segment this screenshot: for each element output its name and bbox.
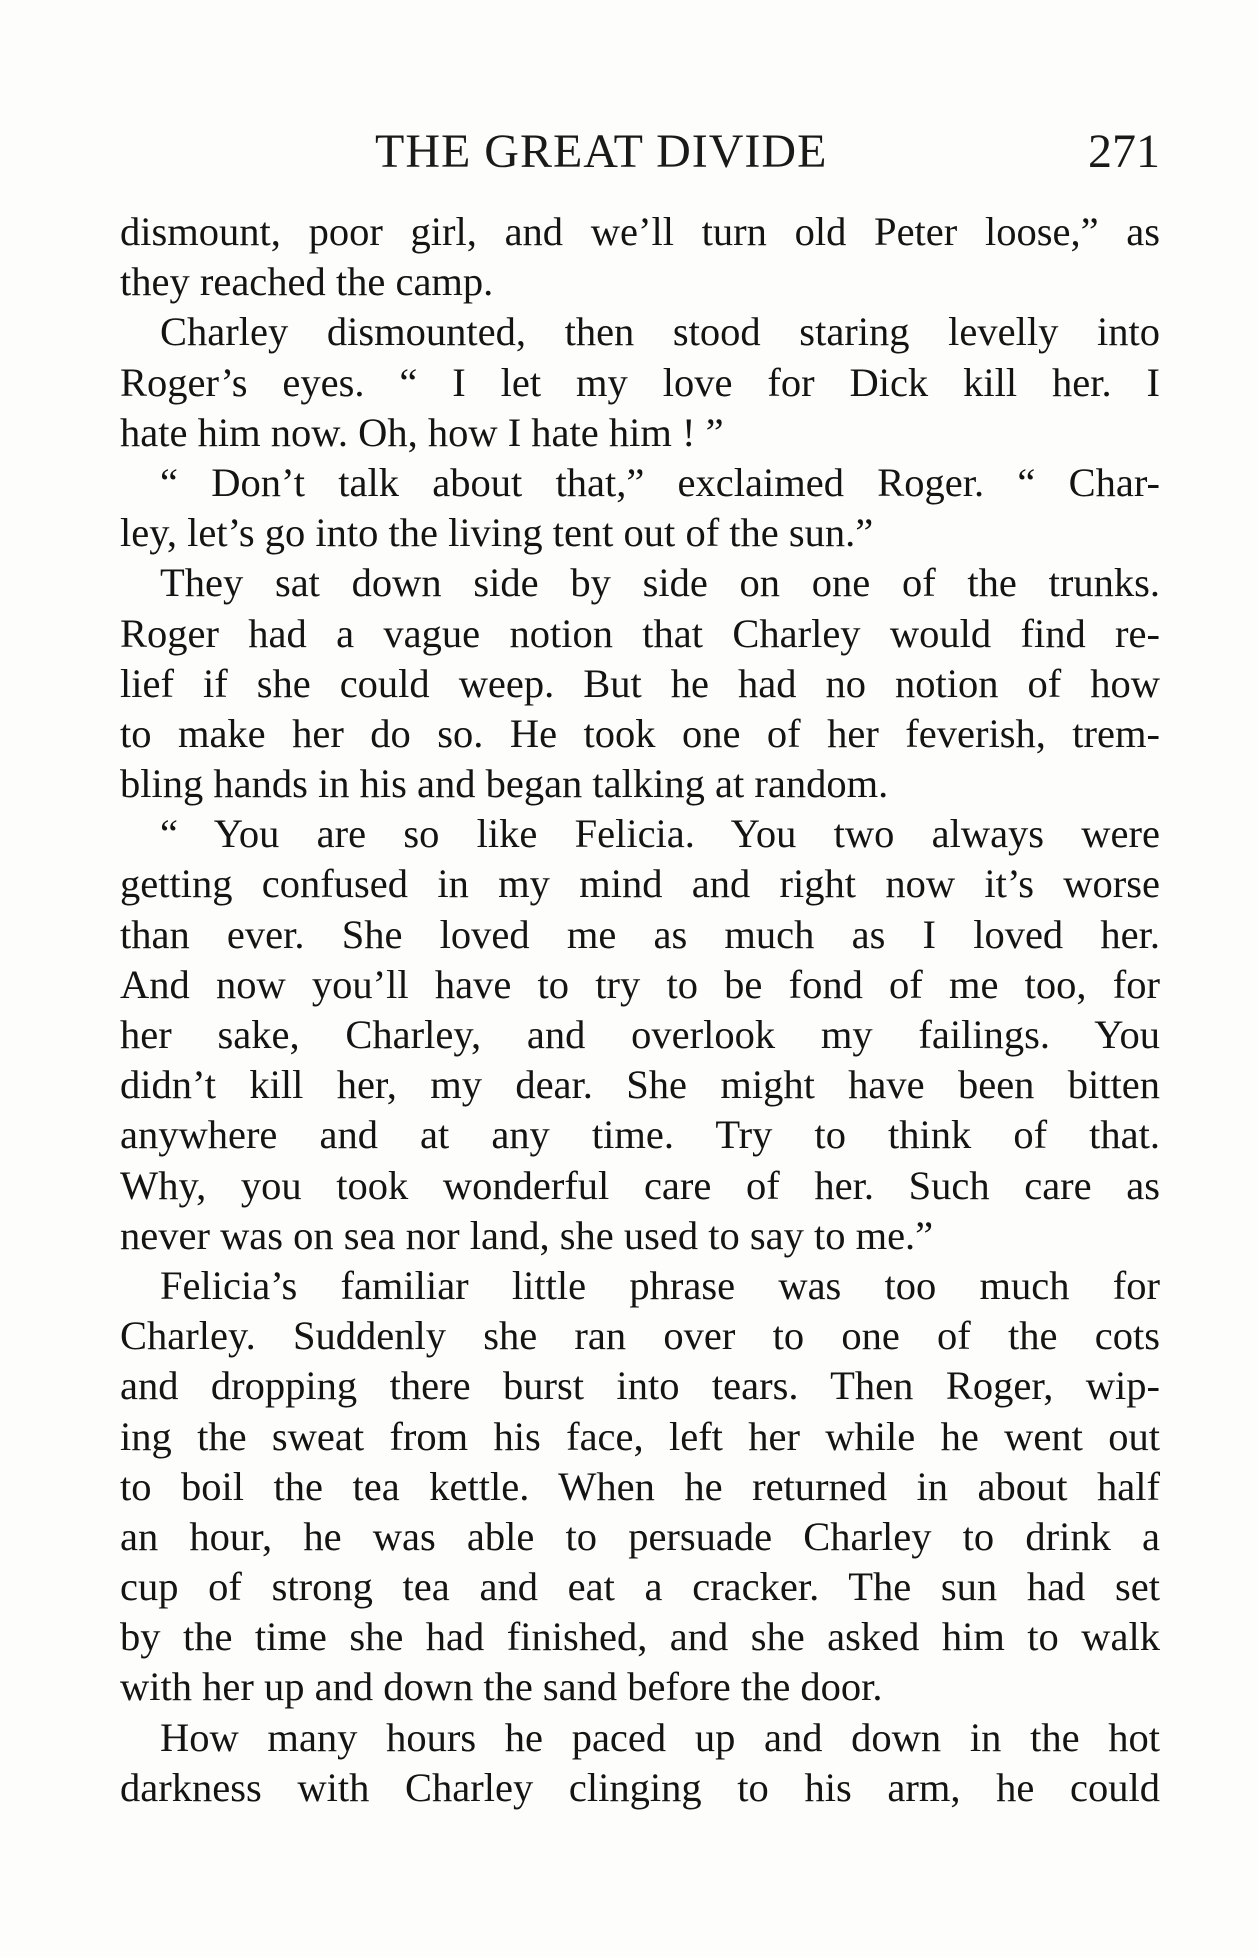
text-line: Why, you took wonderful care of her. Such care as <box>120 1162 1160 1208</box>
text-line: they reached the camp. <box>120 259 494 305</box>
text-line: getting confused in my mind and right now it’s worse <box>120 861 1160 907</box>
text-line: And now you’ll have to try to be fond of me too, for <box>120 961 1160 1007</box>
text-line: “ Don’t talk about that,” exclaimed Roger. “ Char- <box>160 459 1160 505</box>
running-head <box>120 122 1160 182</box>
text-line: “ You are so like Felicia. You two always were <box>160 811 1160 857</box>
text-line: her sake, Charley, and overlook my failings. You <box>120 1012 1160 1057</box>
text-line: Charley dismounted, then stood staring levelly into <box>160 309 1160 355</box>
text-line: cup of strong tea and eat a cracker. The sun had set <box>120 1564 1160 1610</box>
text-line: Roger had a vague notion that Charley would find re- <box>120 610 1160 656</box>
text-line: ley, let’s go into the living tent out of the sun.” <box>120 510 874 556</box>
text-line: to boil the tea kettle. When he returned in about half <box>120 1463 1160 1509</box>
text-line: with her up and down the sand before the door. <box>120 1664 883 1710</box>
text-line: bling hands in his and began talking at random. <box>120 761 889 807</box>
text-line: never was on sea nor land, she used to say to me.” <box>120 1212 934 1258</box>
text-line: lief if she could weep. But he had no notion of how <box>120 660 1160 706</box>
text-line: hate him now. Oh, how I hate him ! ” <box>120 409 724 455</box>
text-line: dismount, poor girl, and we’ll turn old Peter loose,” as <box>120 209 1160 254</box>
text-line: Roger’s eyes. “ I let my love for Dick kill her. I <box>120 359 1160 405</box>
text-line: to make her do so. He took one of her feverish, trem- <box>120 710 1160 756</box>
body-text <box>120 207 1160 1813</box>
text-line: ing the sweat from his face, left her while he went out <box>120 1413 1160 1459</box>
text-line: Charley. Suddenly she ran over to one of the cots <box>120 1313 1160 1359</box>
text-line: by the time she had finished, and she asked him to walk <box>120 1614 1160 1660</box>
text-line: Felicia’s familiar little phrase was too much for <box>160 1262 1160 1308</box>
text-line: an hour, he was able to persuade Charley to drink a <box>120 1513 1160 1559</box>
page-number: 271 <box>1088 125 1160 178</box>
text-line: didn’t kill her, my dear. She might have been bitten <box>120 1062 1160 1108</box>
text-line: darkness with Charley clinging to his arm, he could <box>120 1764 1160 1810</box>
text-line: anywhere and at any time. Try to think of that. <box>120 1112 1160 1158</box>
text-line: than ever. She loved me as much as I loved her. <box>120 911 1160 957</box>
text-line: and dropping there burst into tears. Then Roger, wip- <box>120 1363 1160 1409</box>
running-title: THE GREAT DIVIDE <box>375 125 828 178</box>
text-line: They sat down side by side on one of the trunks. <box>160 560 1160 606</box>
text-line: How many hours he paced up and down in the hot <box>160 1714 1160 1760</box>
